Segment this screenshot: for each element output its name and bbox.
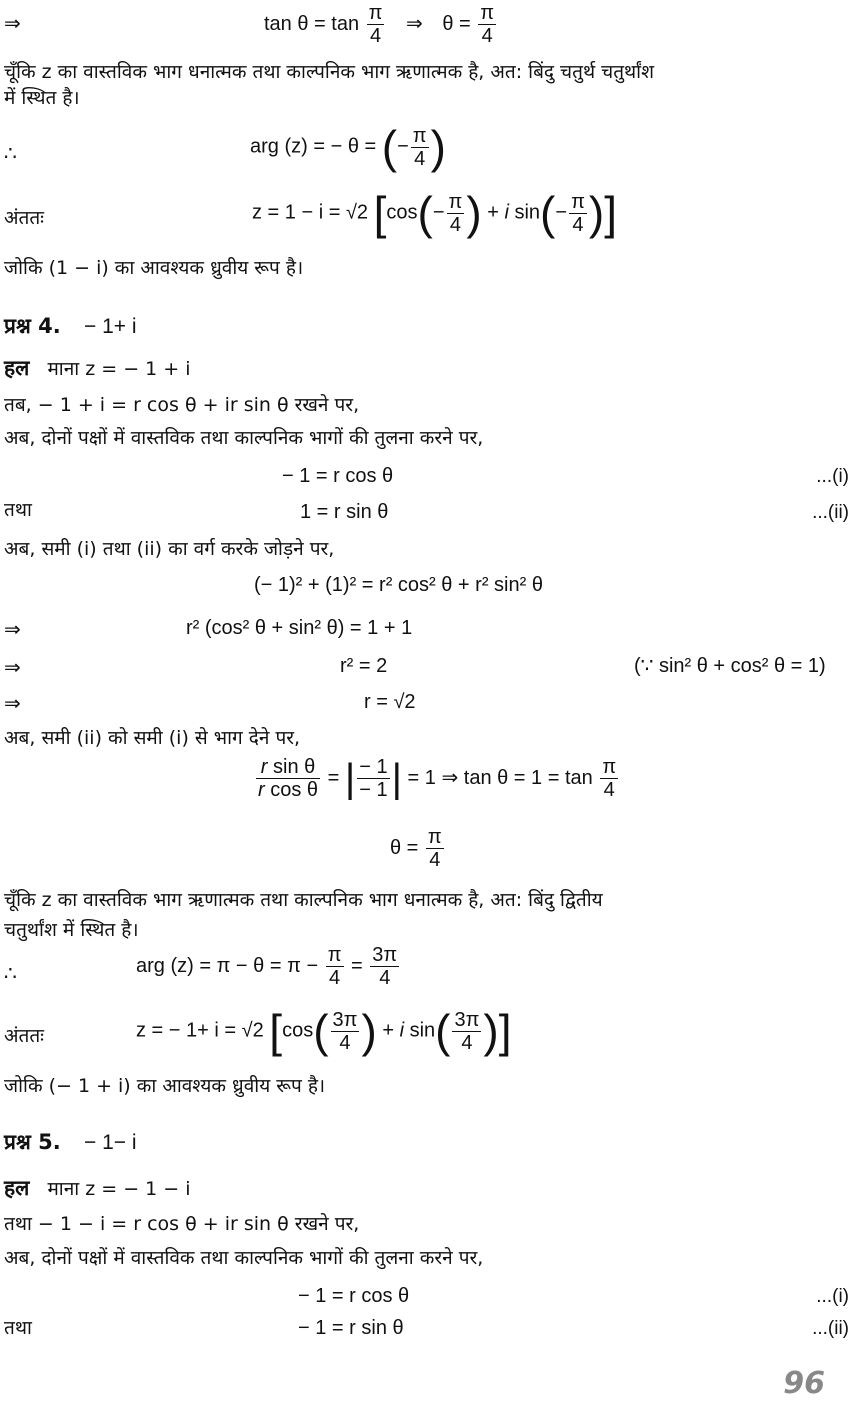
hal-label: हल <box>4 1176 30 1200</box>
polar-form-equation: z = − 1+ i = √2 [cos( $\frac{3\pi}{4}$ ) + i sin( $\frac{3\pi}{4}$ )] <box>136 1005 512 1057</box>
page-number: 96 <box>783 1366 825 1401</box>
rsin-over-rcos-fraction: $\frac{\text{r sin θ}}{\text{r cos θ}}$ <box>258 756 319 801</box>
divide-text: अब, समी (ii) को समी (i) से भाग देने पर, <box>4 727 301 749</box>
solution-line <box>4 1176 191 1201</box>
question-title: प्रश्न 4. <box>4 314 61 338</box>
arg-equation: arg (z) = − θ = (− $\frac{\pi}{4}$ ) <box>250 121 446 173</box>
quadrant-text-line-2: चतुर्थांश में स्थित है। <box>4 919 139 941</box>
set-text: तथा − 1 − i = r cos θ + ir sin θ रखने पर, <box>4 1213 360 1235</box>
implies-symbol: ⇒ <box>4 693 21 715</box>
equation-ii: − 1 = r sin θ <box>298 1317 404 1339</box>
arg-lhs: arg (z) = π − θ = π − <box>136 954 319 977</box>
tan-theta-lhs: tan θ = tan <box>264 12 360 35</box>
set-text: तब, − 1 + i = r cos θ + ir sin θ रखने पर, <box>4 394 360 416</box>
equation-i: − 1 = r cos θ <box>282 465 394 487</box>
question-5-heading <box>4 1128 137 1156</box>
quadrant-text-line-2: में स्थित है। <box>4 87 80 109</box>
compare-text: अब, दोनों पक्षों में वास्तविक तथा काल्पनिक भागों की तुलना करने पर, <box>4 427 484 449</box>
equation-tag-ii: ...(ii) <box>812 1318 849 1339</box>
square-add-text: अब, समी (i) तथा (ii) का वर्ग करके जोड़ने पर, <box>4 538 335 560</box>
quadrant-text-line-1: चूँकि z का वास्तविक भाग ऋणात्मक तथा काल्पनिक भाग धनात्मक है, अत: बिंदु द्वितीय <box>4 889 603 911</box>
pi-over-4-fraction: $\frac{\pi}{4}$ <box>412 124 427 170</box>
implies-symbol: ⇒ <box>4 619 21 641</box>
question-4-heading <box>4 312 137 340</box>
neg1-over-neg1-fraction: $\frac{- 1}{- 1}$ <box>359 756 388 801</box>
therefore-symbol: ∴ <box>4 143 17 165</box>
compare-text: अब, दोनों पक्षों में वास्तविक तथा काल्पनिक भागों की तुलना करने पर, <box>4 1247 484 1269</box>
therefore-symbol: ∴ <box>4 963 17 985</box>
implies-symbol: ⇒ <box>4 657 21 679</box>
division-equation: $\frac{\text{r sin θ}}{\text{r cos θ}}$ = | $\frac{- 1}{- 1}$ | = 1 ⇒ tan θ = 1 = tan $\frac{\pi}{4}$ <box>258 756 617 801</box>
arg-lhs: arg (z) = − θ = <box>250 135 377 158</box>
polar-form-equation: z = 1 − i = √2 [cos(− $\frac{\pi}{4}$ ) + i sin(− $\frac{\pi}{4}$ )] <box>252 187 617 239</box>
pi-over-4-fraction: $\frac{\pi}{4}$ <box>602 756 617 801</box>
pi-over-4-fraction: $\frac{\pi}{4}$ <box>368 2 383 47</box>
assume-text: माना z = − 1 − i <box>47 1178 191 1200</box>
squared-sum-equation: (− 1)² + (1)² = r² cos² θ + r² sin² θ <box>254 574 543 596</box>
question-expression: − 1+ i <box>84 315 137 338</box>
arg-equation: arg (z) = π − θ = π − $\frac{\pi}{4}$ = $\frac{3\pi}{4}$ <box>136 944 398 989</box>
theta-value-equation <box>390 826 446 871</box>
factored-equation: r² (cos² θ + sin² θ) = 1 + 1 <box>186 617 413 639</box>
3pi-over-4-fraction: $\frac{3\pi}{4}$ <box>372 944 398 989</box>
antatah-label: अंततः <box>4 1025 45 1047</box>
polar-lhs: z = − 1+ i = √2 <box>136 1019 264 1042</box>
polar-lhs: z = 1 − i = √2 <box>252 201 369 224</box>
antatah-label: अंततः <box>4 207 45 229</box>
hal-label: हल <box>4 356 30 380</box>
theta-eq: θ = <box>442 12 471 35</box>
conclusion-text: जोकि (1 − i) का आवश्यक ध्रुवीय रूप है। <box>4 257 304 279</box>
pi-over-4-fraction: $\frac{\pi}{4}$ <box>480 2 495 47</box>
equation-tag-ii: ...(ii) <box>812 502 849 523</box>
tatha-label: तथा <box>4 1317 32 1339</box>
assume-text: माना z = − 1 + i <box>47 358 191 380</box>
conclusion-text: जोकि (− 1 + i) का आवश्यक ध्रुवीय रूप है। <box>4 1075 326 1097</box>
question-expression: − 1− i <box>84 1131 137 1154</box>
tatha-label: तथा <box>4 499 32 521</box>
equation-tag-i: ...(i) <box>816 466 849 487</box>
implies-symbol: ⇒ <box>4 13 21 35</box>
r-squared-equation: r² = 2 <box>340 655 388 677</box>
equation-ii: 1 = r sin θ <box>300 501 389 523</box>
solution-line <box>4 356 191 381</box>
pi-over-4-fraction: $\frac{\pi}{4}$ <box>427 826 442 871</box>
quadrant-text-line-1: चूँकि z का वास्तविक भाग धनात्मक तथा काल्पनिक भाग ऋणात्मक है, अत: बिंदु चतुर्थ चतुर्थांश <box>4 61 655 83</box>
theta-lhs: θ = <box>390 836 419 859</box>
equation-i: − 1 = r cos θ <box>298 1285 410 1307</box>
r-value-equation: r = √2 <box>364 691 416 713</box>
question-title: प्रश्न 5. <box>4 1130 61 1154</box>
division-result: = 1 ⇒ tan θ = 1 = tan <box>407 766 593 789</box>
implies-symbol: ⇒ <box>406 12 423 35</box>
equation-tag-i: ...(i) <box>816 1286 849 1307</box>
tan-theta-equation <box>264 2 498 47</box>
identity-note: (∵ sin² θ + cos² θ = 1) <box>634 655 826 677</box>
